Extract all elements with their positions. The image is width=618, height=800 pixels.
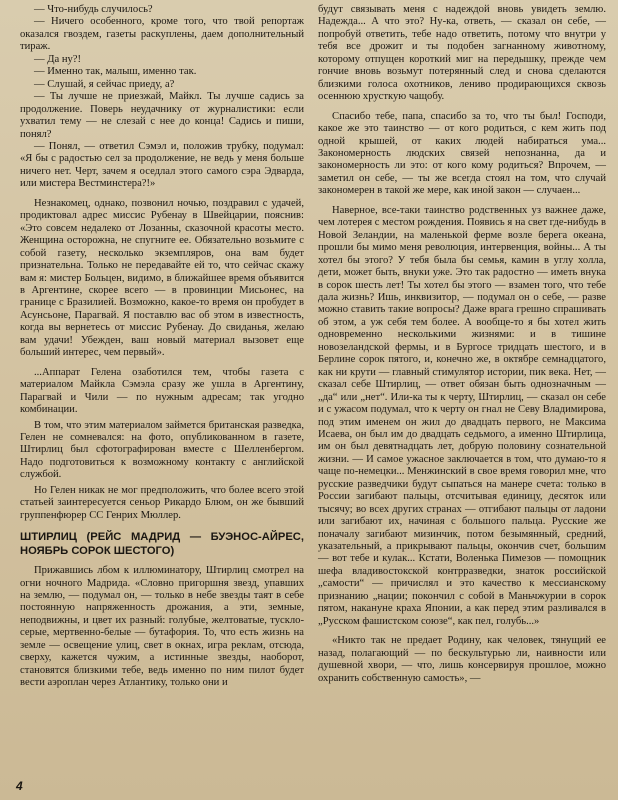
paragraph: — Да ну?! xyxy=(34,53,82,65)
paragraph: — Ничего особенного, кроме того, что твой репортаж оказался гвоздем, газеты раскуплены, даем дополнительный тираж. xyxy=(20,16,304,53)
paragraph: Наверное, все-таки таинство родственных уз важнее даже, чем лотерея с местом рождения. Появись я на свет где-нибудь в Новой Зеландии, на маленькой ферме возле берега океана, прошли бы мимо меня революция, интервенция, войны... А ты хотел бы этого? У тебя была бы семья, камин в углу холла, дети, может быть, внуки уже. Это так радостно — иметь внука в сорок шесть лет! Ты хотел бы этого — взамен того, что тебе дала жизнь? Ишь, инквизитор, — подумал он о себе, — разве можно ставить такие вопросы? Даже врага грешно спрашивать об этом, а уж себя тем более. А вообще-то я бы хотел жить одновременно несколькими жизнями: и в тишине новозеландской фермы, и в Бургосе тридцать шестого, и в Берлине сорок пятого, и, конечно же, в октябре семнадцатого, как ни крути — главный стимулятор истории, пик века. Нет, — сказал себе Штирлиц, — ответ обязан быть однозначным — „да“ или „нет“. Или-ка ты к черту, Штирлиц, — сказал он себе и с ужасом подумал, что к черту он гнал не Севу Владимирова, под этим именем он жил до двадцать первого, не Максима Исаева, он был им до двадцать седьмого, а именно Штирлица, им он был девятнадцать лет, добрую половину сознательной жизни. — И самое ужасное заключается в том, что думаю-то я чаще по-немецки... Менжинский в свое время говорил мне, что русские разведчики будут сыпаться на манере счета: только в России загибают пальцы, отсчитывая единицу, десяток или тысячу; во всех других странах — отгибают пальцы от ладони или загибают их, начиная с большого пальца. Русские же поначалу загибают мизинчик, потом безымянный, средний, указательный, а прикрывают пальцы, окончив счет, большим — вот тебе и кулак... Кстати, Воленька Пимезов — помощник шефа владивостокской контрразведки, знаток российской „самости“ — причислял и это качество к мессианскому признанию „нации; покончил с собой в Маньчжурии в сорок пятом, накануне краха Японии, а как перед этим разливался в „Русском фашистском союзе“, как пел, голубь...» xyxy=(318,204,606,627)
paragraph: В том, что этим материалом займется британская разведка, Гелен не сомневался: на фото, опубликованном в газете, Штирлиц был сфотографирован вместе с Шелленбергом. Надо подготовиться к возможному контакту с английской службой. xyxy=(20,419,304,481)
right-column xyxy=(318,4,606,685)
paragraph: Незнакомец, однако, позвонил ночью, поздравил с удачей, продиктовал адрес миссис Рубенау в Швейцарии, пояснив: «Это совсем недалеко от Лозанны, сказочной красоты место. Женщина осторожна, не спугните ее. Обязательно возьмите с собой газету, несколько экземпляров, она вам будет признательна. Только не передавайте ей то, что сейчас скажу вам я: мистер Больцен, видимо, в ближайшее время объявится в Аргентине, скорее всего — в провинции Мисьонес, на границе с Бразилией. Возможно, какое-то время он пробудет в Асунсьоне, Парагвай. Я поставлю вас об этом в известность, когда вы вернетесь от миссис Рубенау. До свиданья, желаю вам удачи! Убежден, ваш новый материал вызовет еще больший интерес, чем первый». xyxy=(20,197,304,359)
paragraph: — Именно так, малыш, именно так. xyxy=(34,66,197,78)
paragraph: — Ты лучше не приезжай, Майкл. Ты лучше садись за продолжение. Поверь неудачнику от журналистики: если ухватил тему — не слезай с нее до конца! Садись и пиши, понял? xyxy=(20,91,304,140)
paragraph: будут связывать меня с надеждой вновь увидеть землю. Надежда... А что это? Ну-ка, ответь, — сказал он себе, — попробуй ответить, тебе надо ответить, потому что внутри у тебя все дрожит и ты подобен загнанному животному, которому отпущен короткий миг на передышку, прежде чем гончие вновь возьмут потерянный след и снова сделаются близкими голоса охотников, лениво продирающихся сквозь осеннюю хрусткую чащобу. xyxy=(318,4,606,103)
left-column xyxy=(20,4,304,690)
paragraph: Но Гелен никак не мог предположить, что более всего этой статьей заинтересуется сеньор Рикардо Блюм, он же бывший группенфюрер СС Генрих Мюллер. xyxy=(20,484,304,521)
page-number: 4 xyxy=(16,779,23,793)
paragraph: «Никто так не предает Родину, как человек, тянущий ее назад, полагающий — по бескультурью ли, наивности или душевной хвори, — что, лишь консервируя прошлое, можно охранить собственную самость», — xyxy=(318,635,606,684)
paragraph: Спасибо тебе, папа, спасибо за то, что ты был! Господи, какое же это таинство — от кого родиться, с кем жить под одной крышей, от каких людей набираться ума... Закономерность людских связей непознанна, да и закономерность ли это: от кого кому родиться? Впрочем, — заметил он себе, — ты же всегда стоял на том, что случай закономерен в такой же мере, как иной закон — случаен... xyxy=(318,110,606,197)
paragraph: — Что-нибудь случилось? xyxy=(34,4,153,15)
paragraph: Прижавшись лбом к иллюминатору, Штирлиц смотрел на огни ночного Мадрида. «Словно пригоршня звезд, упавших на землю, — подумал он, — только в небе звезды таят в себе постоянную напряженность дрожания, а эти, земные, неподвижны, и цвет их разный: голубые, желтоватые, тускло-серые, мертвенно-белые — бутафория. То, что есть жизнь на земле — освещение улиц, свет в окнах, игра реклам, отсюда, сверху, кажется чужим, а истинные звезды, наоборот, становятся близкими тебе, ведь именно по ним пилот будет вести аэроплан через Атлантику, только они и xyxy=(20,565,304,689)
paragraph: ...Аппарат Гелена озаботился тем, чтобы газета с материалом Майкла Сэмэла сразу же ушла в Аргентину, Парагвай и Чили — по нужным адресам; так угодно комбинации. xyxy=(20,366,304,416)
paragraph: — Слушай, я сейчас приеду, а? xyxy=(34,78,175,90)
paragraph: — Понял, — ответил Сэмэл и, положив трубку, подумал: «Я бы с радостью сел за продолжение, не ведь у меня больше ничего нет. Черт, зачем я оседлал этого самого сэра Эдварда, или мистера Вестминстера?!» xyxy=(20,140,304,190)
chapter-heading: ШТИРЛИЦ (РЕЙС МАДРИД — БУЭНОС-АЙРЕС, НОЯБРЬ СОРОК ШЕСТОГО) xyxy=(20,531,304,557)
